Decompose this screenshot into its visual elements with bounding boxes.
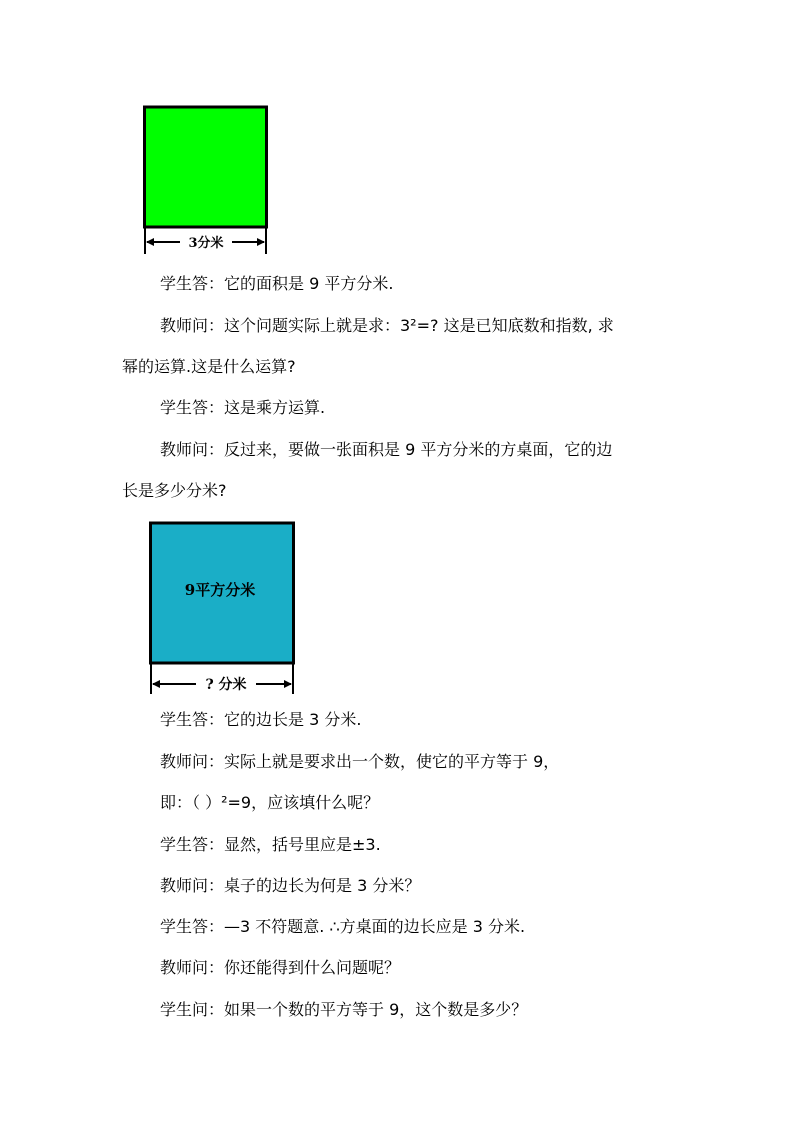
- dimension-arrow-left: [146, 238, 154, 246]
- paragraph-student-question: 学生问：如果一个数的平方等于 9，这个数是多少？: [160, 1000, 528, 1019]
- area-label: 9平方分米: [184, 581, 256, 599]
- side-length-label: ? 分米: [205, 677, 247, 693]
- paragraph-student-answer-reject: 学生答：—3 不符题意. ∴方桌面的边长应是 3 分米.: [160, 917, 526, 936]
- paragraph-teacher-question-side: 教师问：反过来，要做一张面积是 9 平方分米的方桌面，它的边: [160, 440, 613, 459]
- dimension-arrow-right: [284, 680, 292, 688]
- paragraph-student-answer-side: 学生答：它的边长是 3 分米.: [160, 710, 362, 729]
- paragraph-teacher-question-power-cont: 幂的运算.这是什么运算?: [122, 357, 296, 376]
- paragraph-teacher-question-square: 教师问：实际上就是要求出一个数，使它的平方等于 9，: [160, 752, 560, 771]
- dimension-arrow-left: [152, 680, 160, 688]
- paragraph-student-answer-area: 学生答：它的面积是 9 平方分米.: [160, 274, 394, 293]
- green-square: [145, 107, 267, 227]
- paragraph-student-answer-pm3: 学生答：显然，括号里应是±3.: [160, 835, 381, 854]
- paragraph-fill-blank: 即：（ ）²=9，应该填什么呢？: [160, 793, 380, 812]
- paragraph-student-answer-power: 学生答：这是乘方运算.: [160, 398, 326, 417]
- paragraph-teacher-question-more: 教师问：你还能得到什么问题呢？: [160, 958, 401, 977]
- paragraph-teacher-question-power: 教师问：这个问题实际上就是求：3²=? 这是已知底数和指数, 求: [160, 316, 614, 335]
- teal-square-figure: [146, 520, 300, 696]
- paragraph-teacher-question-side-cont: 长是多少分米?: [122, 481, 227, 500]
- green-square-figure: [140, 104, 272, 256]
- side-length-label: 3分米: [188, 236, 224, 251]
- dimension-arrow-right: [257, 238, 265, 246]
- paragraph-teacher-question-why: 教师问：桌子的边长为何是 3 分米？: [160, 876, 421, 895]
